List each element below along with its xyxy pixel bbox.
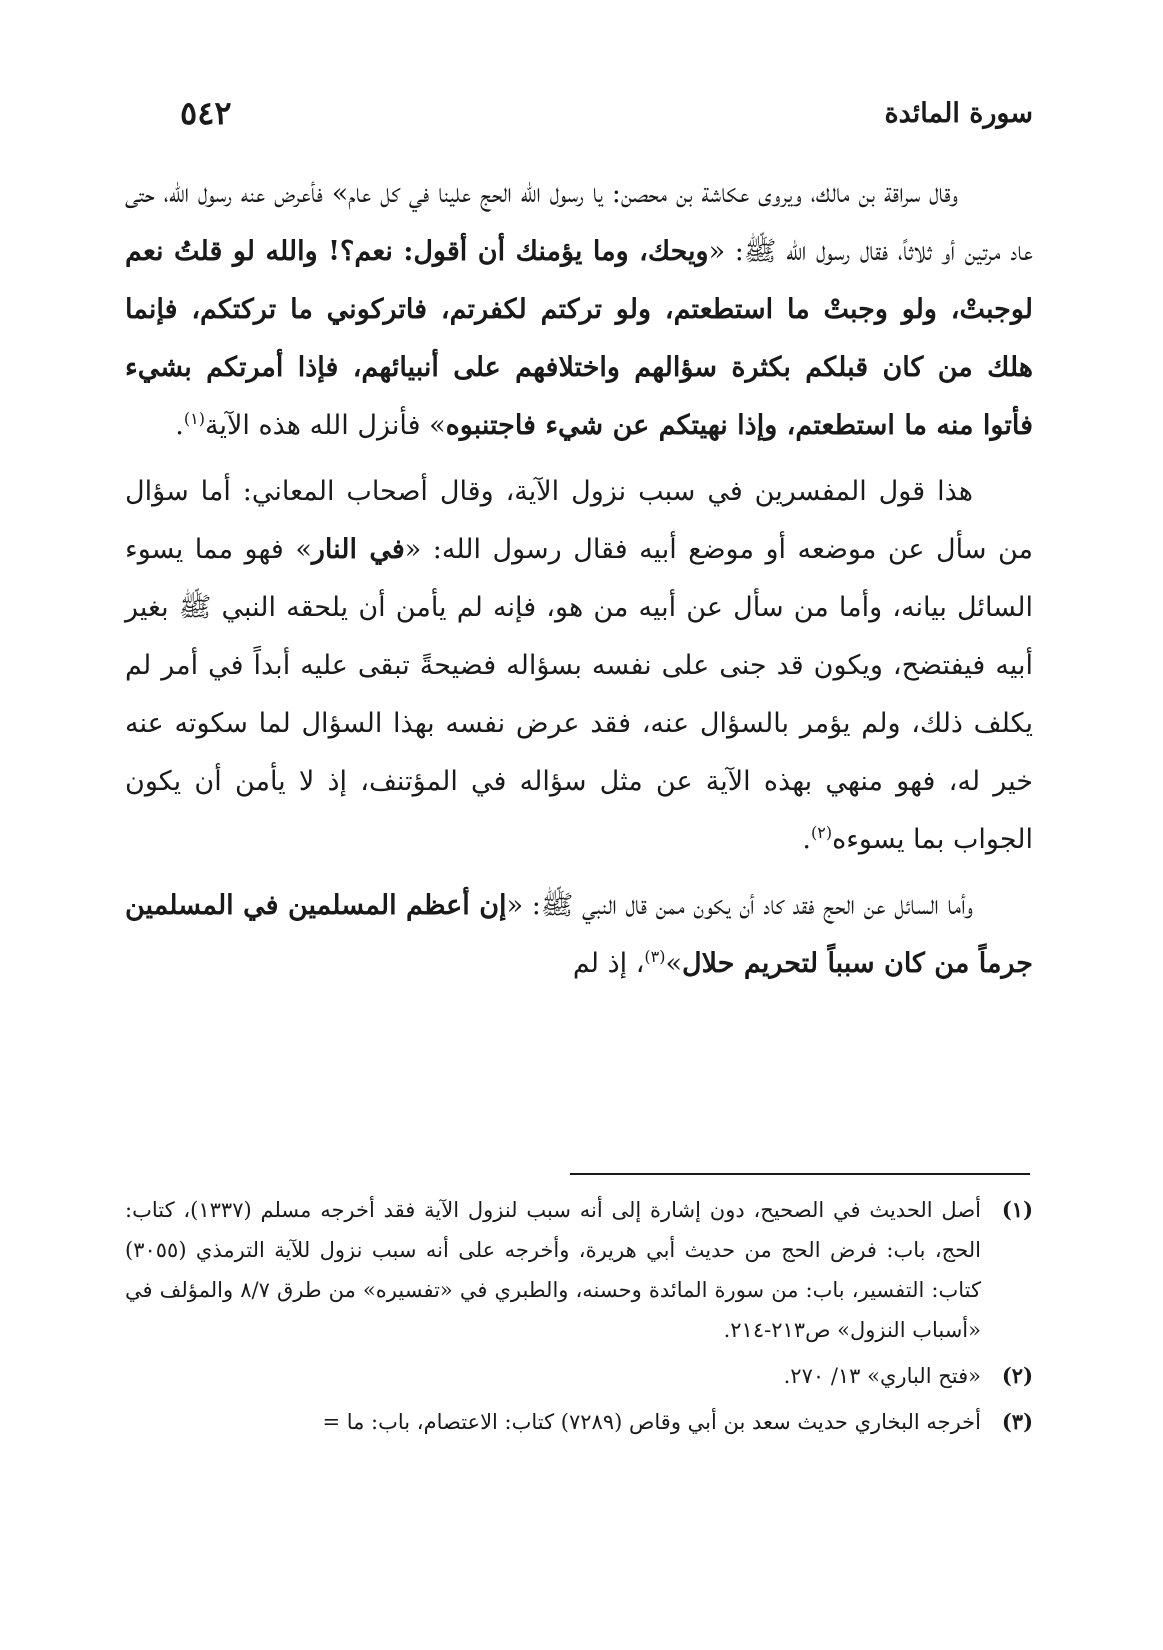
paragraph-2	[125, 463, 1033, 869]
footnote-number: (١)	[1001, 1197, 1033, 1222]
footnote-text: أخرجه البخاري حديث سعد بن أبي وقاص (٧٢٨٩) كتاب: الاعتصام، باب: ما =	[322, 1410, 981, 1434]
p1-text-a: وقال سراقة بن مالك، ويروى عكاشة بن محصن: يا رسول الله الحج علينا في كل عام» فأعرض عنه رسول الله، حتى عاد مرتين أو ثلاثاً، فقال رسول الله ﷺ: «	[125, 178, 1033, 267]
p2-text-a: هذا قول المفسرين في سبب نزول الآية، وقال أصحاب المعاني: أما سؤال من سأل عن موضعه أو موضع أبيه فقال رسول الله: «	[125, 476, 1033, 565]
footnote-divider	[570, 1173, 1030, 1175]
footnote-text: أصل الحديث في الصحيح، دون إشارة إلى أنه سبب لنزول الآية فقد أخرجه مسلم (١٣٣٧)، كتاب: الحج، باب: فرض الحج من حديث أبي هريرة، وأخرجه على أنه سبب نزول للآية الترمذي (٣٠٥٥) كتاب: التفسير، باب: من سورة المائدة وحسنه، والطبري في «تفسيره» من طرق ٨/٧ والمؤلف في «أسباب النزول» ص٢١٣-٢١٤.	[125, 1198, 981, 1342]
footnote-item	[125, 1402, 1033, 1442]
p3-text-c: »	[665, 948, 683, 979]
footnote-text: «فتح الباري» ١٣/ ٢٧٠.	[783, 1364, 981, 1388]
footnote-ref-2[interactable]: (٢)	[810, 823, 833, 842]
footnote-ref-3[interactable]: (٣)	[644, 947, 666, 966]
footnote-item	[125, 1356, 1033, 1396]
p3-text-a: وأما السائل عن الحج فقد كاد أن يكون ممن قال النبي ﷺ: «	[506, 890, 974, 921]
page-number: ٥٤٢	[180, 94, 232, 132]
footnotes	[125, 1190, 1033, 1448]
footnote-item	[125, 1190, 1033, 1350]
p1-text-c: » فأنزل الله هذه الآية	[204, 410, 446, 441]
footnote-number: (٣)	[1001, 1409, 1033, 1434]
p3-hadith-quote: إن أعظم المسلمين في المسلمين جرماً من كان سبباً لتحريم حلال	[125, 890, 1033, 979]
paragraph-3	[125, 877, 1033, 993]
paragraph-1	[125, 165, 1033, 455]
page-header	[180, 88, 1033, 138]
p1-text-d: .	[175, 410, 184, 441]
p1-hadith-quote: ويحك، وما يؤمنك أن أقول: نعم؟! والله لو قلتُ نعم لوجبتْ، ولو وجبتْ ما استطعتم، ولو تركتم لكفرتم، فاتركوني ما تركتكم، فإنما هلك من كان قبلكم بكثرة سؤالهم واختلافهم على أنبيائهم، فإذا أمرتكم بشيء فأتوا منه ما استطعتم، وإذا نهيتكم عن شيء فاجتنبوه	[125, 236, 1033, 441]
p2-text-c: » فهو مما يسوء السائل بيانه، وأما من سأل عن أبيه من هو، فإنه لم يأمن أن يلحقه النبي ﷺ بغير أبيه فيفتضح، ويكون قد جنى على نفسه بسؤاله فضيحةً تبقى عليه أبداً في أمر لم يكلف ذلك، ولم يؤمر بالسؤال عنه، فقد عرض نفسه بهذا السؤال لما سكوته عنه خير له، فهو منهي بهذه الآية عن مثل سؤاله في المؤتنف، إذ لا يأمن أن يكون الجواب بما يسوءه	[125, 534, 1033, 855]
p2-hadith-quote: في النار	[311, 534, 405, 565]
p2-text-d: .	[802, 824, 811, 855]
footnote-ref-1[interactable]: (١)	[183, 409, 205, 428]
main-text	[125, 165, 1033, 1001]
footnote-number: (٢)	[1001, 1363, 1033, 1388]
p3-text-d: ، إذ لم	[572, 948, 645, 979]
surah-title: سورة المائدة	[884, 97, 1033, 129]
